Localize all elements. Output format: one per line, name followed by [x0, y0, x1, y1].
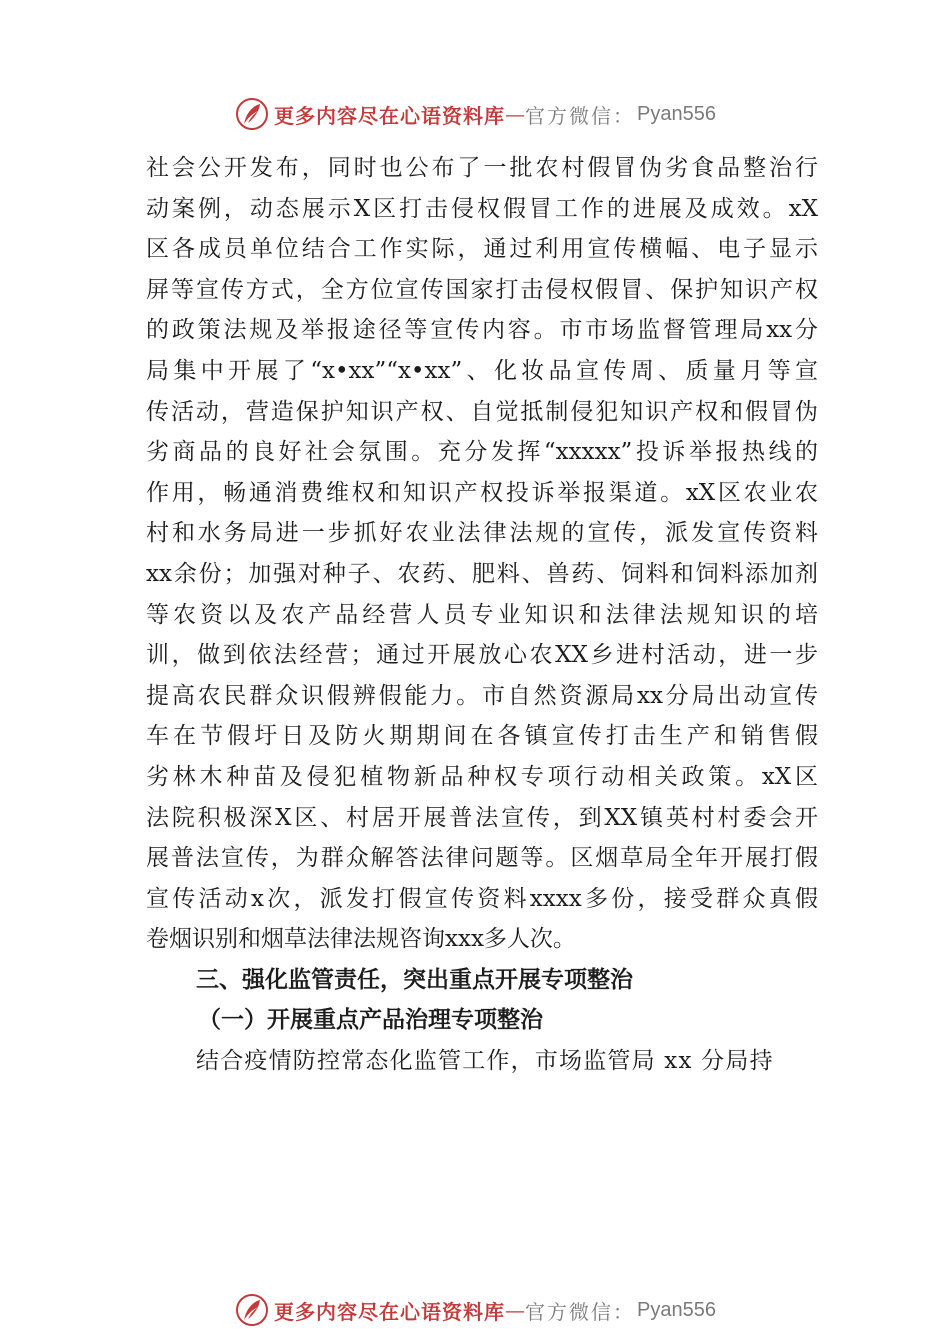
- brand-text: 更多内容尽在心语资料库: [274, 1299, 506, 1324]
- paragraph-line: 局集中开展了“x•xx”“x•xx”、化妆品宣传周、质量月等宣: [146, 357, 818, 384]
- paragraph-line: 提高农民群众识假辨假能力。市自然资源局xx分局出动宣传: [146, 682, 818, 709]
- header-banner: [0, 94, 950, 134]
- paragraph-line: 村和水务局进一步抓好农业法律法规的宣传，派发宣传资料: [146, 520, 818, 547]
- banner-dash: —: [505, 102, 526, 126]
- paragraph-line: 劣林木种苗及侵犯植物新品种权专项行动相关政策。xX区: [146, 763, 818, 790]
- paragraph-line: 宣传活动x次，派发打假宣传资料xxxx多份，接受群众真假: [146, 885, 818, 912]
- wechat-id: Pyan556: [637, 102, 716, 125]
- paragraph-line: 传活动，营造保护知识产权、自觉抵制侵犯知识产权和假冒伪: [146, 398, 818, 425]
- subsection-heading: （一）开展重点产品治理专项整治: [198, 1006, 543, 1034]
- paragraph-line: 结合疫情防控常态化监管工作，市场监管局 xx 分局持: [196, 1048, 774, 1075]
- feather-quill-icon: [234, 96, 270, 132]
- paragraph-line: 劣商品的良好社会氛围。充分发挥“xxxxx”投诉举报热线的: [146, 439, 818, 466]
- wechat-label: 官方微信：: [525, 1299, 636, 1324]
- paragraph-line: 法院积极深X区、村居开展普法宣传，到XX镇英村村委会开: [146, 804, 818, 831]
- paragraph-line: 区各成员单位结合工作实际，通过利用宣传横幅、电子显示: [146, 236, 818, 263]
- paragraph-line: 车在节假圩日及防火期期间在各镇宣传打击生产和销售假: [146, 723, 818, 750]
- paragraph-line: 等农资以及农产品经营人员专业知识和法律法规知识的培: [146, 601, 818, 628]
- paragraph-line: 社会公开发布，同时也公布了一批农村假冒伪劣食品整治行: [146, 155, 818, 181]
- section-heading: 三、强化监管责任，突出重点开展专项整治: [196, 966, 633, 993]
- paragraph-line: xx余份；加强对种子、农药、肥料、兽药、饲料和饲料添加剂: [146, 560, 818, 587]
- footer-banner: [0, 1290, 950, 1330]
- banner-dash: —: [505, 1298, 526, 1322]
- wechat-label: 官方微信：: [525, 103, 636, 128]
- brand-text: 更多内容尽在心语资料库: [274, 103, 506, 128]
- paragraph-line: 屏等宣传方式，全方位宣传国家打击侵权假冒、保护知识产权: [146, 276, 818, 303]
- wechat-id: Pyan556: [637, 1298, 716, 1321]
- paragraph-line: 展普法宣传，为群众解答法律问题等。区烟草局全年开展打假: [146, 845, 818, 872]
- paragraph-line: 卷烟识别和烟草法律法规咨询xxx多人次。: [146, 926, 576, 953]
- document-body: [146, 148, 818, 1082]
- paragraph-line: 作用，畅通消费维权和知识产权投诉举报渠道。xX区农业农: [146, 479, 818, 506]
- paragraph-line: 动案例，动态展示X区打击侵权假冒工作的进展及成效。xX: [146, 195, 818, 222]
- paragraph-line: 训，做到依法经营；通过开展放心农XX乡进村活动，进一步: [146, 642, 818, 669]
- paragraph-line: 的政策法规及举报途径等宣传内容。市市场监督管理局xx分: [146, 317, 818, 344]
- feather-quill-icon: [234, 1292, 270, 1328]
